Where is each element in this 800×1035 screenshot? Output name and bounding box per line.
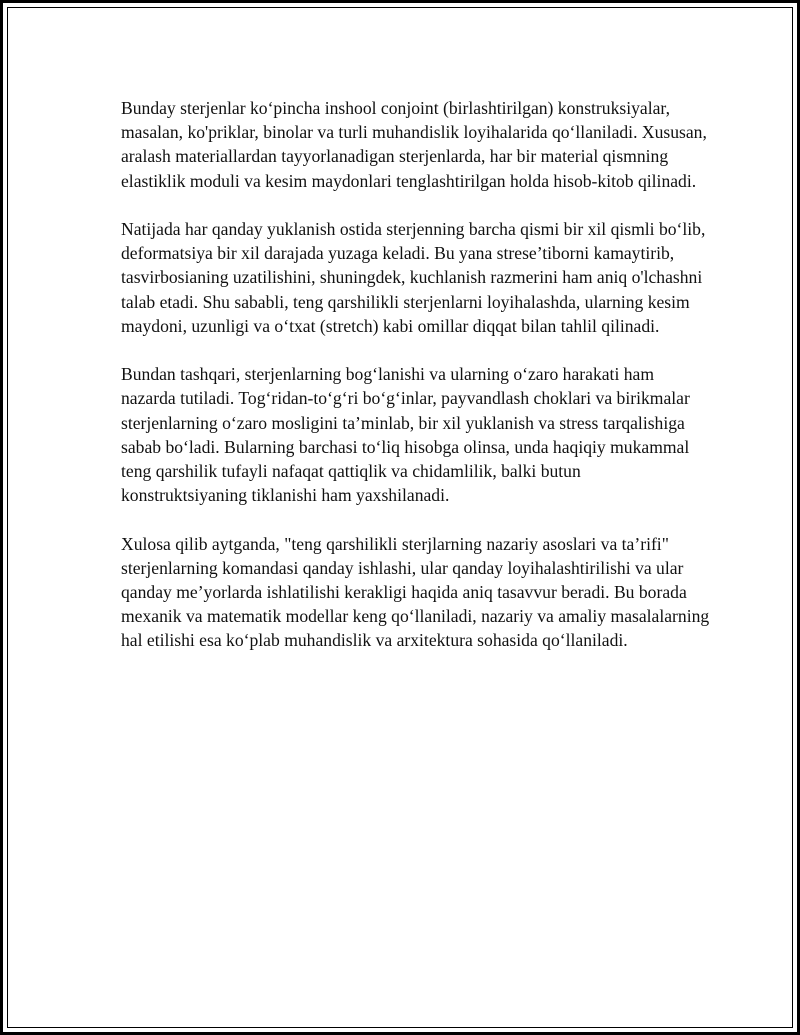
paragraph-1: Bunday sterjenlar ko‘pincha inshool conjoint (birlashtirilgan) konstruksiyalar, masalan, ko'priklar, binolar va turli muhandislik loyihalarida qo‘llaniladi. Xususan, aralash materiallardan tayyorlanadigan sterjenlarda, har bir material qismning elastiklik moduli va kesim maydonlari tenglashtirilgan holda hisob-kitob qilinadi.: [121, 98, 707, 191]
document-body: [121, 96, 711, 677]
paragraph-2: Natijada har qanday yuklanish ostida sterjenning barcha qismi bir xil qismli bo‘lib, deformatsiya bir xil darajada yuzaga keladi. Bu yana strese’tiborni kamaytirib, tasvirbosianing uzatilishini, shuningdek, kuchlanish razmerini ham aniq o'lchashni talab etadi. Shu sababli, teng qarshilikli sterjenlarni loyihalashda, ularning kesim maydoni, uzunligi va o‘txat (stretch) kabi omillar diqqat bilan tahlil qilinadi.: [121, 219, 706, 336]
paragraph-4: Xulosa qilib aytganda, "teng qarshilikli sterjlarning nazariy asoslari va ta’rifi" sterjenlarning komandasi qanday ishlashi, ular qanday loyihalashtirilishi va ular qanday me’yorlarda ishlatilishi kerakligi haqida aniq tasavvur beradi. Bu borada mexanik va matematik modellar keng qo‘llaniladi, nazariy va amaliy masalalarning hal etilishi esa ko‘plab muhandislik va arxitektura sohasida qo‘llaniladi.: [121, 533, 710, 651]
paragraph-3: Bundan tashqari, sterjenlarning bog‘lanishi va ularning o‘zaro harakati ham nazarda tutiladi. Tog‘ridan-to‘g‘ri bo‘g‘inlar, payvandlash choklari va birikmalar sterjenlarning o‘zaro mosligini ta’minlab, bir xil yuklanish va stress tarqalishiga sabab bo‘ladi. Bularning barchasi to‘liq hisobga olinsa, unda haqiqiy mukammal teng qarshilik tufayli nafaqat qattiqlik va chidamlilik, balki butun konstruktsiyaning tiklanishi ham yaxshilanadi.: [121, 364, 690, 506]
